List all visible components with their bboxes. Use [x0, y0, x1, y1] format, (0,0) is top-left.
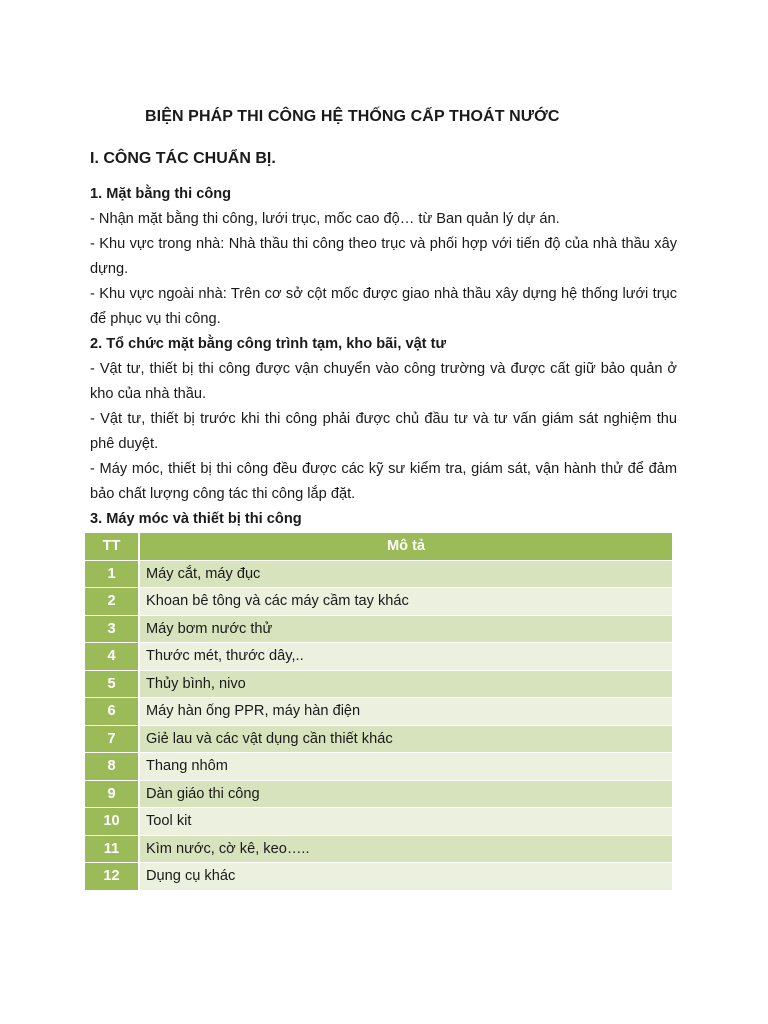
subsection-heading-1: 1. Mặt bằng thi công: [90, 186, 232, 202]
subsection-heading-2: 2. Tổ chức mặt bằng công trình tạm, kho bãi, vật tư: [90, 336, 447, 352]
row-description: Dàn giáo thi công: [139, 780, 672, 808]
row-number: 5: [85, 670, 139, 698]
row-description: Thủy bình, nivo: [139, 670, 672, 698]
row-description: Máy cắt, máy đục: [139, 560, 672, 588]
row-number: 6: [85, 698, 139, 726]
table-row: [85, 615, 672, 643]
row-description: Kìm nước, cờ kê, keo…..: [139, 835, 672, 863]
row-number: 10: [85, 808, 139, 836]
paragraph: - Vật tư, thiết bị trước khi thi công phải được chủ đầu tư và tư vấn giám sát nghiệm thu phê duyệt.: [90, 411, 677, 452]
table-row: [85, 835, 672, 863]
subsection-heading-3: 3. Máy móc và thiết bị thi công: [90, 511, 302, 527]
table-row: [85, 725, 672, 753]
table-row: [85, 560, 672, 588]
row-description: Thước mét, thước dây,..: [139, 643, 672, 671]
row-description: Máy bơm nước thử: [139, 615, 672, 643]
paragraph: - Vật tư, thiết bị thi công được vận chuyển vào công trường và được cất giữ bảo quản ở kho của nhà thầu.: [90, 361, 677, 402]
table-row: [85, 808, 672, 836]
table-row: [85, 698, 672, 726]
row-number: 4: [85, 643, 139, 671]
section-heading: I. CÔNG TÁC CHUẨN BỊ.: [90, 150, 276, 167]
table-row: [85, 753, 672, 781]
table-row: [85, 863, 672, 891]
row-number: 2: [85, 588, 139, 616]
column-header-tt: TT: [85, 533, 139, 560]
row-description: Máy hàn ống PPR, máy hàn điện: [139, 698, 672, 726]
row-number: 11: [85, 835, 139, 863]
table-row: [85, 780, 672, 808]
row-description: Dụng cụ khác: [139, 863, 672, 891]
row-description: Giẻ lau và các vật dụng cần thiết khác: [139, 725, 672, 753]
row-number: 9: [85, 780, 139, 808]
paragraph: - Nhận mặt bằng thi công, lưới trục, mốc cao độ… từ Ban quản lý dự án.: [90, 211, 560, 227]
document-title: BIỆN PHÁP THI CÔNG HỆ THỐNG CẤP THOÁT NƯỚC: [145, 108, 560, 125]
row-number: 1: [85, 560, 139, 588]
table-header-row: [85, 533, 672, 560]
row-number: 8: [85, 753, 139, 781]
document-body: [90, 182, 677, 532]
row-number: 7: [85, 725, 139, 753]
row-number: 12: [85, 863, 139, 891]
row-description: Khoan bê tông và các máy cầm tay khác: [139, 588, 672, 616]
column-header-description: Mô tả: [139, 533, 672, 560]
equipment-table: [85, 533, 672, 891]
row-number: 3: [85, 615, 139, 643]
row-description: Thang nhôm: [139, 753, 672, 781]
table-row: [85, 588, 672, 616]
table-row: [85, 643, 672, 671]
table-row: [85, 670, 672, 698]
paragraph: - Máy móc, thiết bị thi công đều được các kỹ sư kiểm tra, giám sát, vận hành thử để đảm bảo chất lượng công tác thi công lắp đặt.: [90, 461, 677, 502]
paragraph: - Khu vực trong nhà: Nhà thầu thi công theo trục và phối hợp với tiến độ của nhà thầu xây dựng.: [90, 236, 677, 277]
paragraph: - Khu vực ngoài nhà: Trên cơ sở cột mốc được giao nhà thầu xây dựng hệ thống lưới trục để phục vụ thi công.: [90, 286, 677, 327]
row-description: Tool kit: [139, 808, 672, 836]
